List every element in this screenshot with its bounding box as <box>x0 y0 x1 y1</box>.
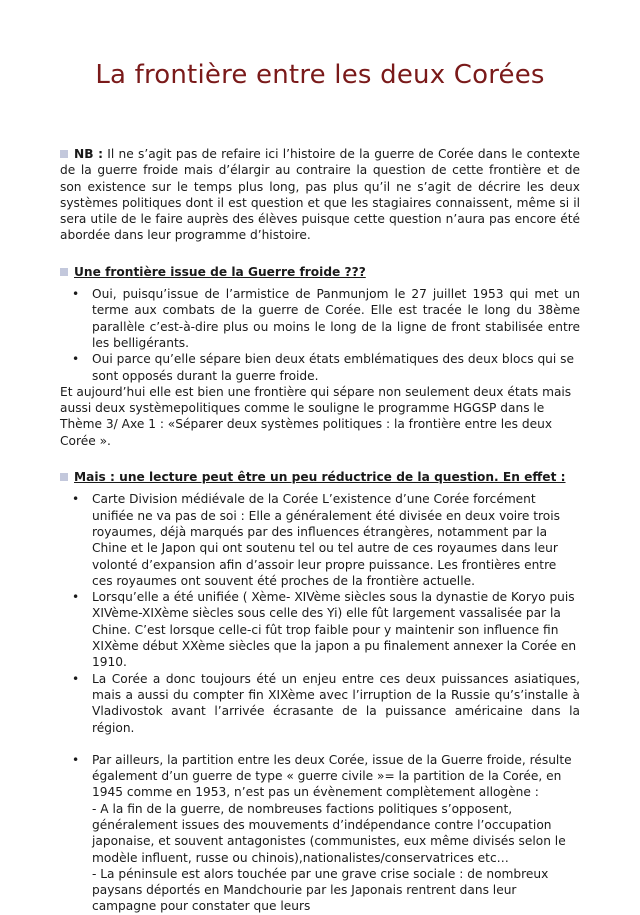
document-body <box>60 146 580 915</box>
square-bullet-icon <box>60 268 68 276</box>
section-2-list-continued <box>60 752 580 915</box>
page-title: La frontière entre les deux Corées <box>95 60 545 90</box>
nb-text: Il ne s’agit pas de refaire ici l’histoire de la guerre de Corée dans le contexte de la guerre froide mais d’élargir au contraire la question de cette frontière et de son existence sur le temps plus long, pas plus qu’il ne s’agit de décrire les deux systèmes politiques dont il est question et que les stagiaires connaissent, même si il sera utile de le faire auprès des élèves puisque cette question n’aura pas encore été abordée dans leur programme d’histoire. <box>60 147 581 243</box>
list-item-partition <box>92 752 580 915</box>
partition-factions: - A la fin de la guerre, de nombreuses factions politiques s’opposent, généralement issues des mouvements d’indépendance contre l’occupation japonaise, et souvent antagonistes (communistes, eux même divisés selon le modèle influent, russe ou chinois),nationalistes/conservatrices etc… <box>92 801 566 865</box>
section-1-heading: Une frontière issue de la Guerre froide ??? <box>74 264 366 279</box>
list-item: • Oui parce qu’elle sépare bien deux états emblématiques des deux blocs qui se sont opposés durant la guerre froide. <box>92 351 580 384</box>
section-1-heading-row <box>60 264 580 280</box>
square-bullet-icon <box>60 150 68 158</box>
list-item: • Carte Division médiévale de la Corée L’existence d’une Corée forcément unifiée ne va pas de soi : Elle a généralement été divisée en deux voire trois royaumes, déjà marqués par des influences étrangères, notamment par la Chine et le Japon qui ont soutenu tel ou tel autre de ces royaumes dans leur volonté d’expansion afin d’assoir leur propre puissance. Les frontières entre ces royaumes ont souvent été proches de la frontière actuelle. <box>92 491 580 589</box>
section-2-heading: Mais : une lecture peut être un peu réductrice de la question. En effet : <box>74 470 566 485</box>
section-2-list <box>60 491 580 735</box>
list-item: • Oui, puisqu’issue de l’armistice de Panmunjom le 27 juillet 1953 qui met un terme aux combats de la guerre de Corée. Elle est tracée le long du 38ème parallèle c’est-à-dire plus ou moins le long de la ligne de front stabilisée entre les belligérants. <box>92 286 580 351</box>
nb-paragraph <box>60 146 580 244</box>
section-2 <box>60 469 580 915</box>
nb-label: NB : <box>74 147 103 161</box>
section-1 <box>60 264 580 449</box>
section-1-list <box>60 286 580 384</box>
spacer <box>60 736 580 752</box>
square-bullet-icon <box>60 473 68 481</box>
section-2-heading-row <box>60 469 580 485</box>
list-item: • La Corée a donc toujours été un enjeu entre ces deux puissances asiatiques, mais a aussi du compter fin XIXème avec l’irruption de la Russie qu’s’installe à Vladivostok avant l’arrivée écrasante de la puissance américaine dans la région. <box>92 671 580 736</box>
partition-crisis: - La péninsule est alors touchée par une grave crise sociale : de nombreux paysans déportés en Mandchourie par les Japonais rentrent dans leur campagne pour constater que leurs <box>92 866 549 914</box>
section-1-conclusion: Et aujourd’hui elle est bien une frontière qui sépare non seulement deux états mais aussi deux systèmepolitiques comme le souligne le programme HGGSP dans le Thème 3/ Axe 1 : «Séparer deux systèmes politiques : la frontière entre les deux Corée ». <box>60 384 572 448</box>
list-item: • Lorsqu’elle a été unifiée ( Xème- XIVème siècles sous la dynastie de Koryo puis XIVème-XIXème siècles sous celle des Yi) elle fût largement vassalisée par la Chine. C’est lorsque celle-ci fût trop faible pour y maintenir son influence fin XIXème début XXème siècles que la japon a pu finalement annexer la Corée en 1910. <box>92 589 580 670</box>
partition-intro: • Par ailleurs, la partition entre les deux Corée, issue de la Guerre froide, résulte également d’un guerre de type « guerre civile »= la partition de la Corée, en 1945 comme en 1953, n’est pas un évènement complètement allogène : <box>92 752 572 800</box>
